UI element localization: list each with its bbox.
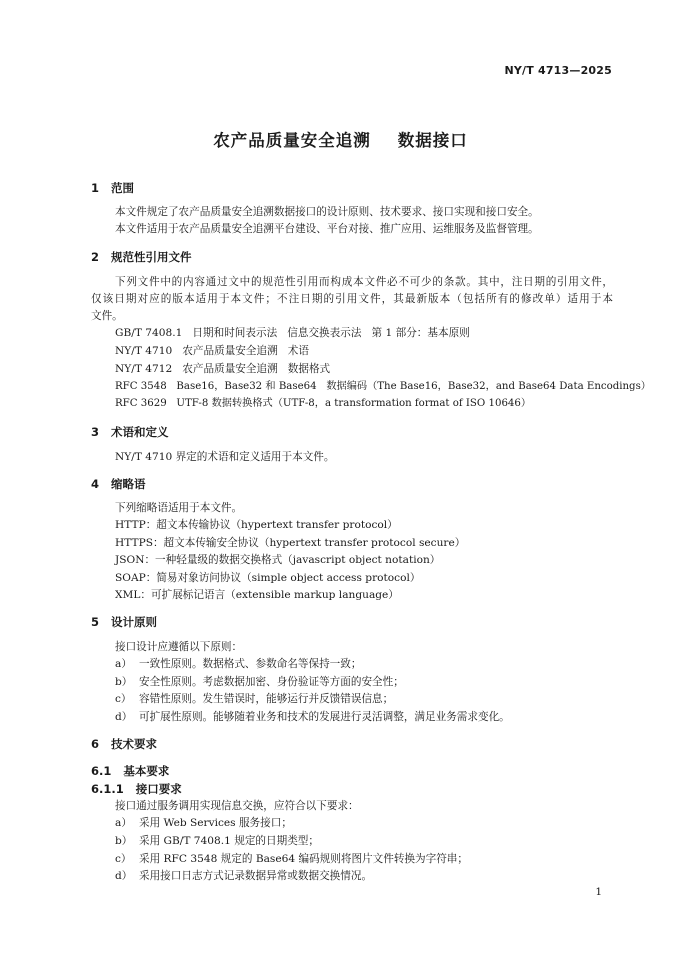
list-label: b） (115, 676, 133, 688)
paragraph-line: 本文件规定了农产品质量安全追溯数据接口的设计原则、技术要求、接口实现和接口安全。 (115, 206, 539, 218)
paragraph-line: NY/T 4710 界定的术语和定义适用于本文件。 (115, 451, 335, 463)
section-title: 技术要求 (111, 737, 158, 751)
list-item (115, 692, 393, 706)
section-number: 2 (91, 250, 100, 264)
abbreviation-item: JSON：一种轻量级的数据交换格式（javascript object notation） (115, 554, 441, 566)
section-number: 6.1.1 (91, 782, 124, 796)
list-label: a） (115, 817, 132, 829)
list-text: 一致性原则。数据格式、参数命名等保持一致； (139, 658, 362, 670)
paragraph-line: 本文件适用于农产品质量安全追溯平台建设、平台对接、推广应用、运维服务及监督管理。 (115, 223, 539, 235)
list-item (115, 852, 468, 866)
paragraph-line: 接口设计应遵循以下原则： (115, 641, 243, 653)
list-item (115, 869, 372, 883)
paragraph-line: 下列缩略语适用于本文件。 (115, 502, 243, 514)
section-number: 3 (91, 425, 100, 439)
abbreviation-item: HTTP：超文本传输协议（hypertext transfer protocol） (115, 519, 398, 531)
document-title: 农产品质量安全追溯 数据接口 (213, 131, 468, 150)
section-title: 设计原则 (111, 615, 158, 629)
document-code: NY/T 4713—2025 (504, 64, 612, 77)
list-item (115, 657, 361, 671)
section-title: 接口要求 (135, 782, 182, 796)
paragraph-line: 下列文件中的内容通过文中的规范性引用而构成本文件必不可少的条款。其中，注日期的引用文件， (115, 276, 613, 288)
section-5-heading (91, 614, 157, 630)
list-text: 容错性原则。发生错误时，能够运行并反馈错误信息； (139, 693, 394, 705)
section-title: 缩略语 (111, 477, 146, 491)
list-item (115, 834, 319, 848)
list-label: d） (115, 870, 133, 882)
section-3-heading (91, 424, 169, 440)
abbreviation-item: XML：可扩展标记语言（extensible markup language） (115, 589, 399, 601)
list-label: a） (115, 658, 132, 670)
subsection-6-1-1-heading (91, 781, 182, 797)
reference-item: RFC 3629 UTF-8 数据转换格式（UTF-8，a transformation format of ISO 10646） (115, 398, 532, 409)
section-title: 基本要求 (123, 764, 170, 778)
section-number: 5 (91, 615, 100, 629)
paragraph-line: 仅该日期对应的版本适用于本文件；不注日期的引用文件，其最新版本（包括所有的修改单）适用于本 (91, 293, 613, 305)
list-item (115, 710, 510, 724)
subsection-6-1-heading (91, 763, 169, 779)
section-1-heading (91, 180, 134, 196)
list-label: d） (115, 711, 133, 723)
list-item (115, 675, 404, 689)
list-label: c） (115, 853, 132, 865)
list-text: 安全性原则。考虑数据加密、身份验证等方面的安全性； (139, 676, 404, 688)
page-number: 1 (595, 886, 602, 898)
list-text: 采用 Web Services 服务接口； (139, 817, 292, 829)
list-text: 可扩展性原则。能够随着业务和技术的发展进行灵活调整，满足业务需求变化。 (139, 711, 510, 723)
list-label: b） (115, 835, 133, 847)
section-number: 1 (91, 181, 100, 195)
list-text: 采用接口日志方式记录数据异常或数据交换情况。 (139, 870, 373, 882)
section-4-heading (91, 476, 146, 492)
section-title: 范围 (111, 181, 135, 195)
abbreviation-item: SOAP：简易对象访问协议（simple object access protocol） (115, 572, 421, 584)
section-title: 规范性引用文件 (111, 250, 192, 264)
list-item (115, 816, 292, 830)
list-text: 采用 RFC 3548 规定的 Base64 编码规则将图片文件转换为字符串； (139, 853, 468, 865)
section-number: 6.1 (91, 764, 112, 778)
reference-item: NY/T 4712 农产品质量安全追溯 数据格式 (115, 363, 331, 375)
reference-item: GB/T 7408.1 日期和时间表示法 信息交换表示法 第 1 部分：基本原则 (115, 327, 470, 339)
list-text: 采用 GB/T 7408.1 规定的日期类型； (139, 835, 319, 847)
section-6-heading (91, 736, 157, 752)
reference-item: NY/T 4710 农产品质量安全追溯 术语 (115, 345, 309, 357)
section-number: 4 (91, 477, 100, 491)
list-label: c） (115, 693, 132, 705)
section-title: 术语和定义 (111, 425, 169, 439)
reference-item: RFC 3548 Base16，Base32 和 Base64 数据编码（The Base16，Base32，and Base64 Data Encodings） (115, 381, 651, 392)
abbreviation-item: HTTPS：超文本传输安全协议（hypertext transfer protocol secure） (115, 537, 466, 549)
paragraph-line: 接口通过服务调用实现信息交换，应符合以下要求： (115, 800, 359, 812)
paragraph-line: 文件。 (91, 310, 123, 322)
section-number: 6 (91, 737, 100, 751)
section-2-heading (91, 249, 192, 265)
